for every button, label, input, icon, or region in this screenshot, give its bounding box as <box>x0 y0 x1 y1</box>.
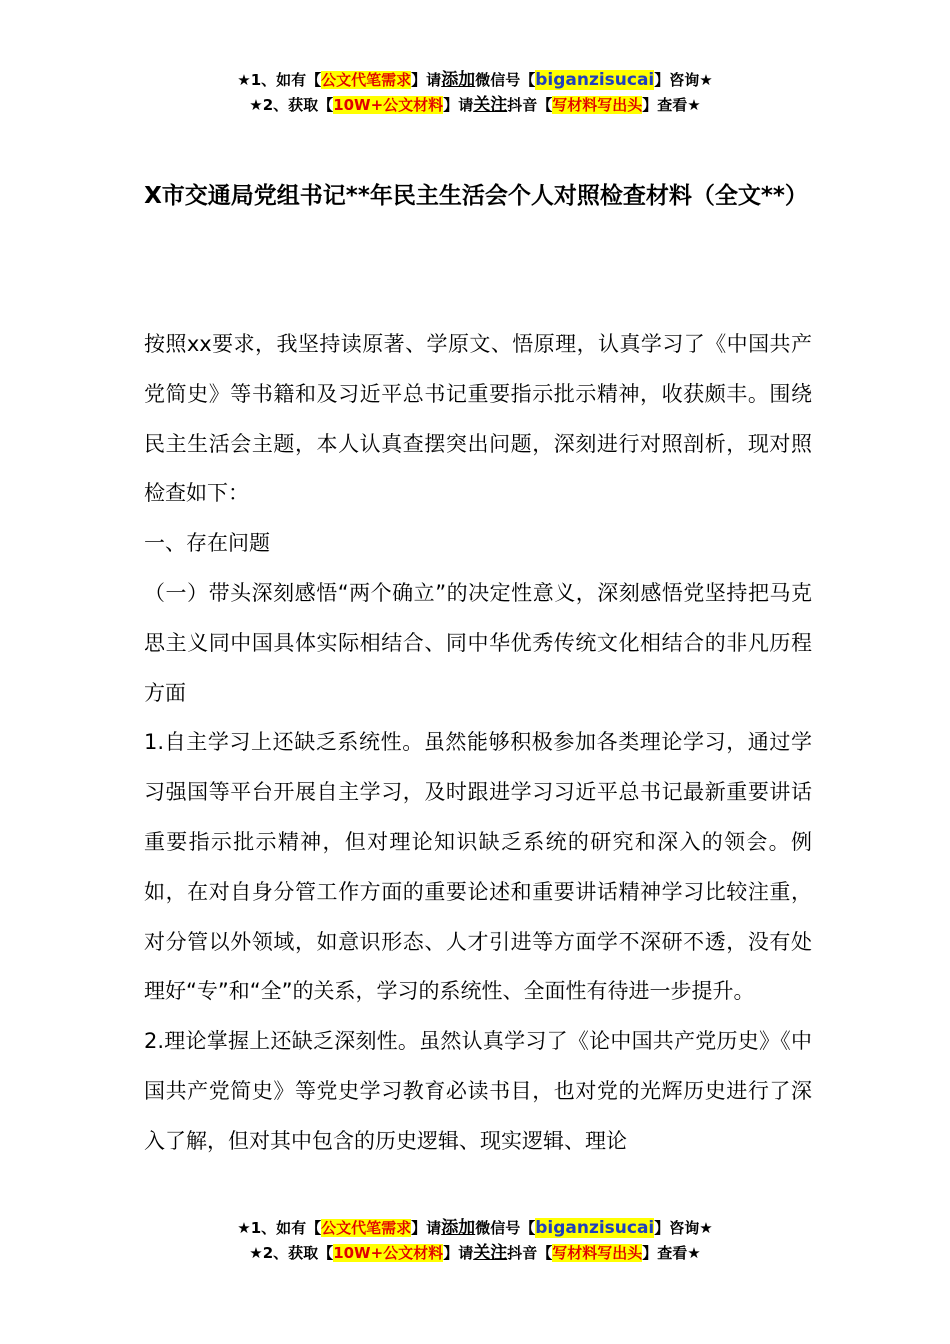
header-banner <box>0 68 950 118</box>
banner-text: 】请 <box>411 1219 442 1237</box>
document-title: X市交通局党组书记**年民主生活会个人对照检查材料（全文**） <box>144 183 808 209</box>
highlight-account: 写材料写出头 <box>552 1244 643 1262</box>
subsection-heading: （一）带头深刻感悟“两个确立”的决定性意义，深刻感悟党坚持把马克思主义同中国具体实际相结合、同中华优秀传统文化相结合的非凡历程方面 <box>144 580 812 705</box>
section-heading: 一、存在问题 <box>144 531 270 556</box>
banner-text: 抖音【 <box>507 1244 553 1262</box>
paragraph-intro: 按照xx要求，我坚持读原著、学原文、悟原理，认真学习了《中国共产党简史》等书籍和及习近平总书记重要指示批示精神，收获颇丰。围绕民主生活会主题，本人认真查摆突出问题，深刻进行对照剖析，现对照检查如下： <box>144 332 812 506</box>
banner-text: 】查看★ <box>642 1244 701 1262</box>
highlight-wechat-id: biganzisucai <box>535 1218 655 1238</box>
highlight-service: 公文代笔需求 <box>321 1219 412 1237</box>
paragraph-item-2: 2.理论掌握上还缺乏深刻性。虽然认真学习了《论中国共产党历史》《中国共产党简史》等党史学习教育必读书目，也对党的光辉历史进行了深入了解，但对其中包含的历史逻辑、现实逻辑、理论 <box>144 1029 812 1153</box>
banner-line-2 <box>0 1241 950 1266</box>
highlight-account: 写材料写出头 <box>552 96 643 114</box>
footer-banner <box>0 1216 950 1266</box>
emphasis-add: 添加 <box>441 1218 476 1238</box>
banner-text: 】咨询★ <box>654 71 713 89</box>
highlight-service: 公文代笔需求 <box>321 71 412 89</box>
banner-text: 抖音【 <box>507 96 553 114</box>
paragraph-item-1: 1.自主学习上还缺乏系统性。虽然能够积极参加各类理论学习，通过学习强国等平台开展自主学习，及时跟进学习习近平总书记最新重要讲话重要指示批示精神，但对理论知识缺乏系统的研究和深入的领会。例如，在对自身分管工作方面的重要论述和重要讲话精神学习比较注重，对分管以外领域，如意识形态、人才引进等方面学不深研不透，没有处理好“专”和“全”的关系，学习的系统性、全面性有待进一步提升。 <box>144 730 812 1004</box>
highlight-materials: 10W+公文材料 <box>333 1244 444 1262</box>
document-body <box>144 320 812 1167</box>
banner-text: 】咨询★ <box>654 1219 713 1237</box>
banner-line-1 <box>0 68 950 93</box>
banner-text: 】请 <box>411 71 442 89</box>
banner-line-2 <box>0 93 950 118</box>
banner-text: ★2、获取【 <box>249 96 334 114</box>
banner-text: 】请 <box>443 96 474 114</box>
banner-text: 】查看★ <box>642 96 701 114</box>
banner-text: ★1、如有【 <box>237 71 322 89</box>
emphasis-follow: 关注 <box>473 95 508 115</box>
banner-text: 微信号【 <box>475 1219 536 1237</box>
banner-line-1 <box>0 1216 950 1241</box>
emphasis-follow: 关注 <box>473 1243 508 1263</box>
highlight-materials: 10W+公文材料 <box>333 96 444 114</box>
emphasis-add: 添加 <box>441 70 476 90</box>
banner-text: ★2、获取【 <box>249 1244 334 1262</box>
banner-text: 微信号【 <box>475 71 536 89</box>
highlight-wechat-id: biganzisucai <box>535 70 655 90</box>
banner-text: 】请 <box>443 1244 474 1262</box>
banner-text: ★1、如有【 <box>237 1219 322 1237</box>
